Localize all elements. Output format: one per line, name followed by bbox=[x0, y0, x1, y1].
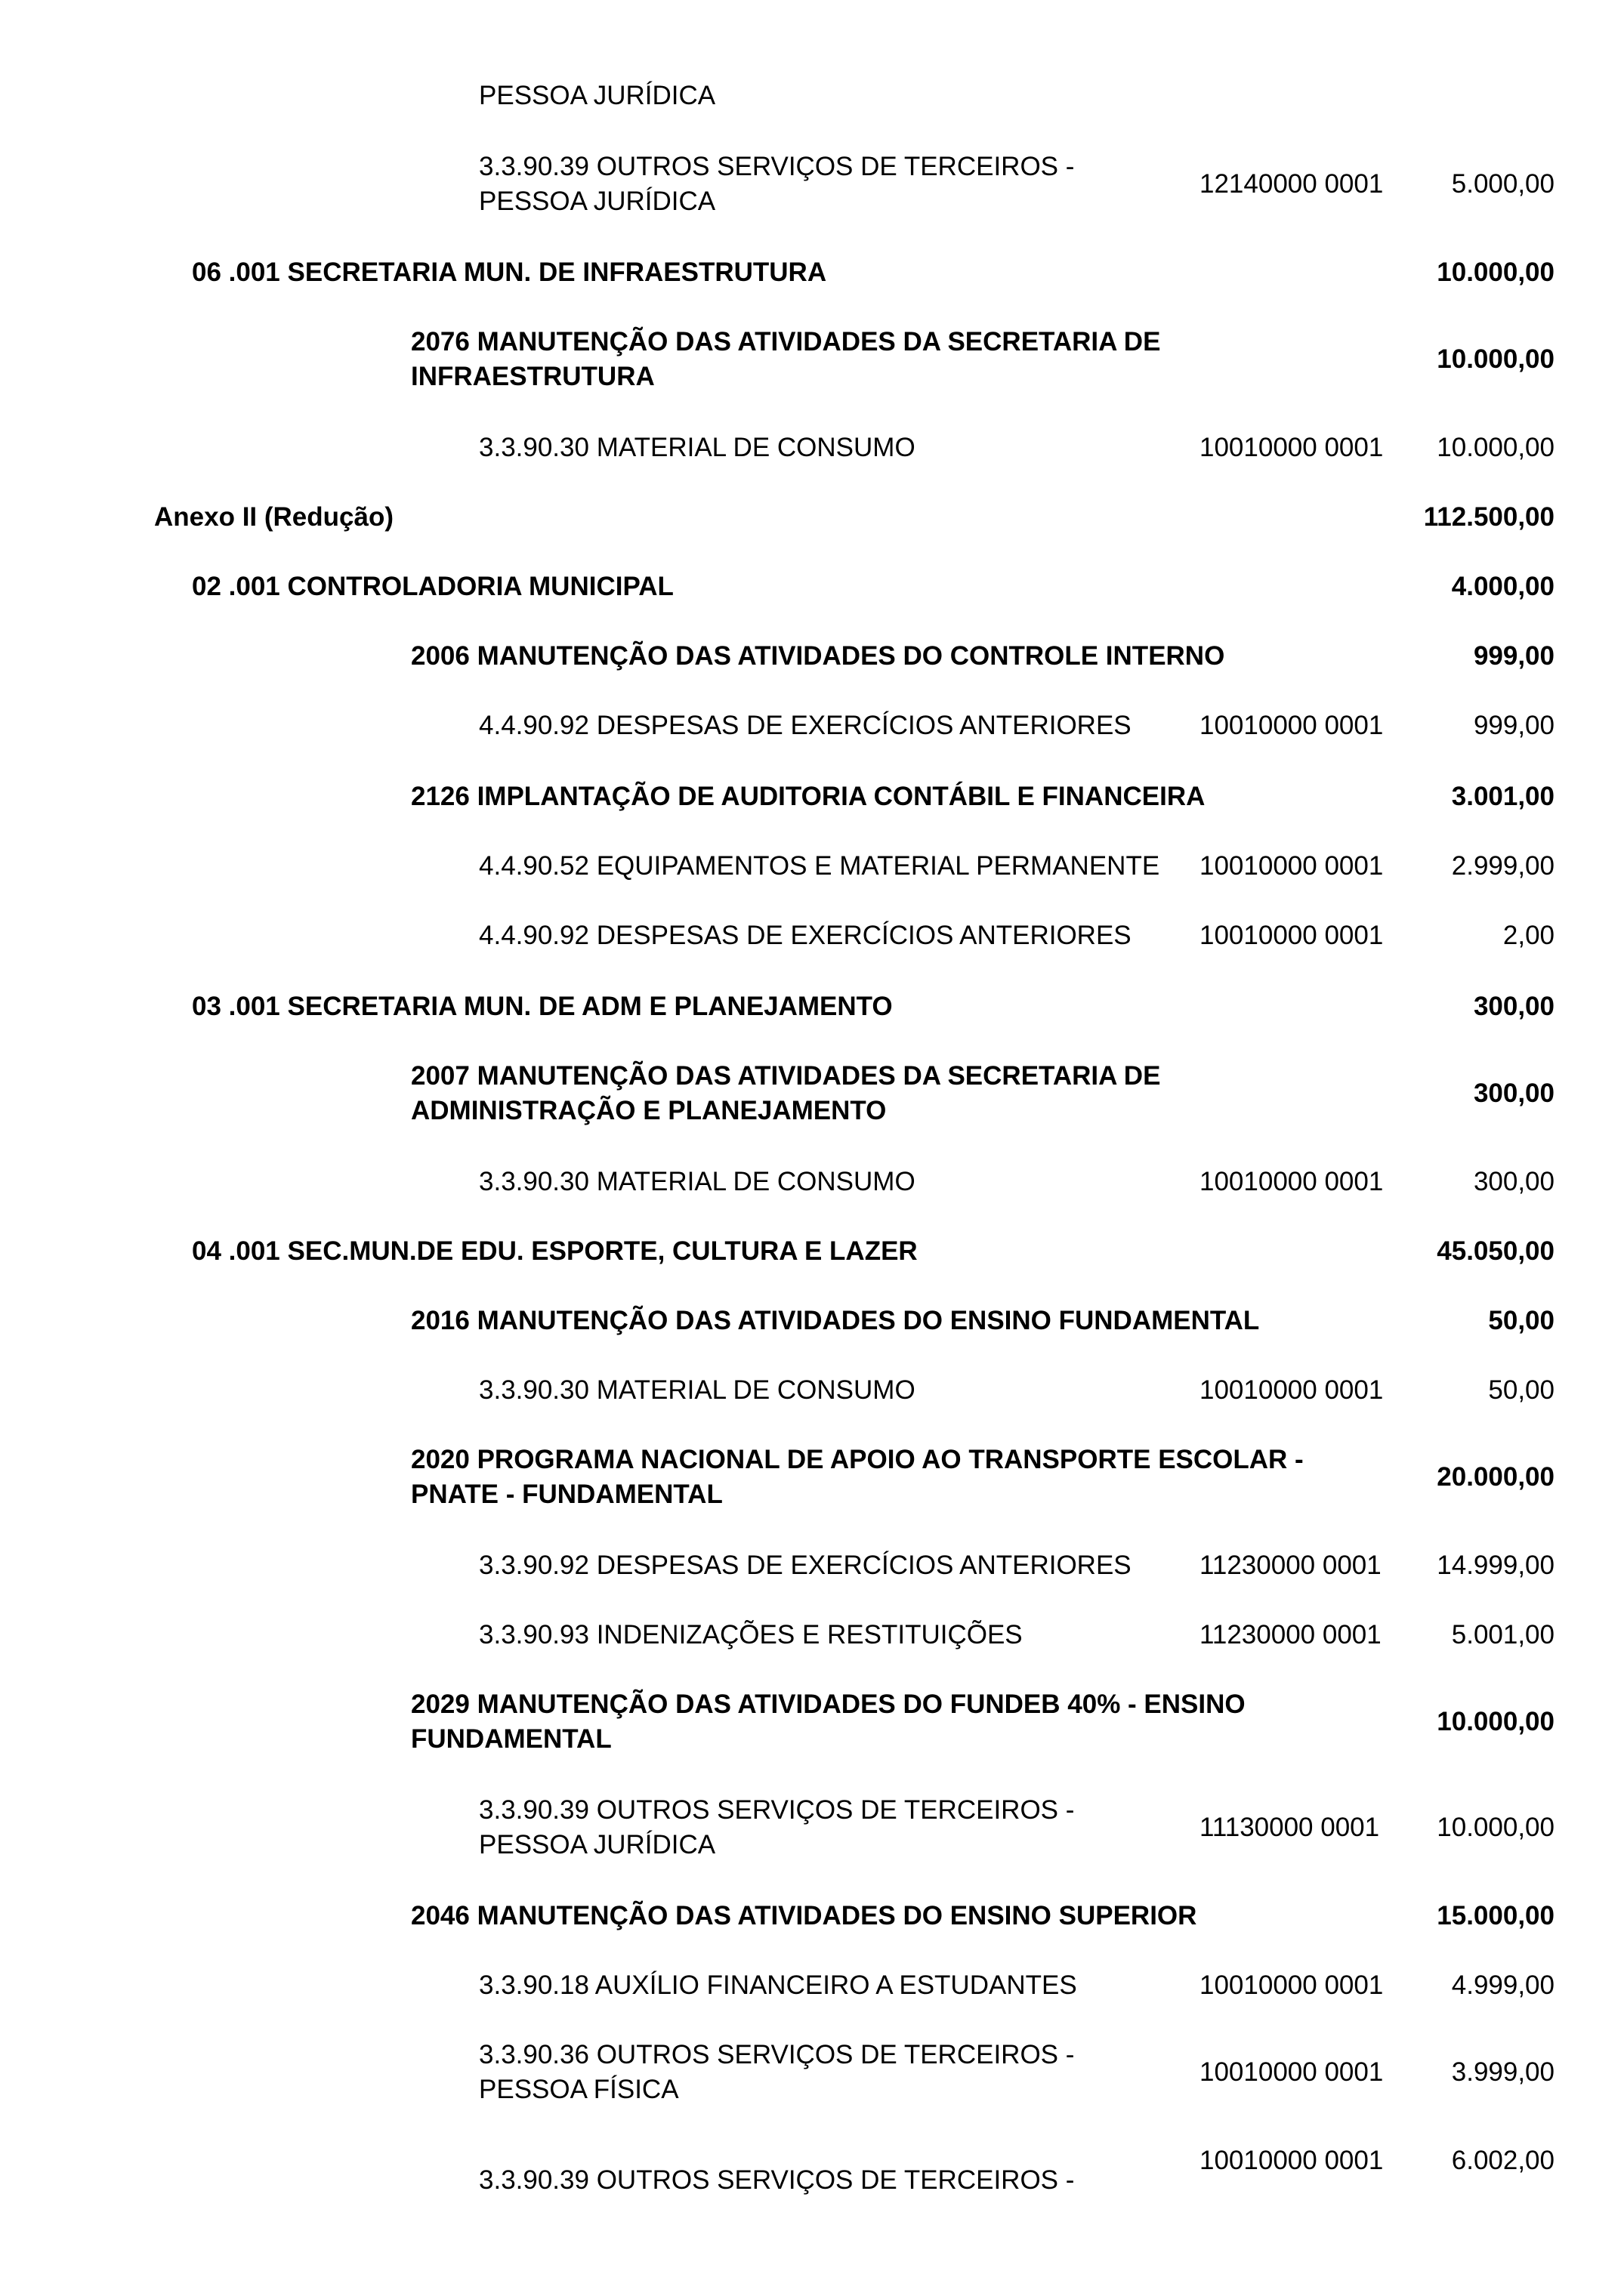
expense-line bbox=[0, 150, 1624, 219]
amount: 10.000,00 bbox=[1437, 344, 1555, 374]
program-title: 2126 IMPLANTAÇÃO DE AUDITORIA CONTÁBIL E FINANCEIRA bbox=[411, 782, 1206, 811]
resource-code: 10010000 0001 bbox=[1199, 1970, 1384, 2000]
amount: 50,00 bbox=[1488, 1375, 1555, 1405]
amount: 999,00 bbox=[1473, 641, 1555, 671]
resource-code: 10010000 0001 bbox=[1199, 921, 1384, 950]
annex-title: Anexo II (Redução) bbox=[154, 502, 394, 532]
department-title: 02 .001 CONTROLADORIA MUNICIPAL bbox=[192, 572, 674, 601]
amount: 10.000,00 bbox=[1437, 1707, 1555, 1736]
expense-description: 4.4.90.92 DESPESAS DE EXERCÍCIOS ANTERIORES bbox=[479, 711, 1132, 740]
resource-code: 10010000 0001 bbox=[1199, 433, 1384, 462]
resource-code: 11130000 0001 bbox=[1199, 1813, 1380, 1842]
resource-code: 11230000 0001 bbox=[1199, 1620, 1382, 1649]
expense-description: PESSOA JURÍDICA bbox=[479, 81, 716, 110]
amount: 112.500,00 bbox=[1423, 502, 1555, 532]
amount: 300,00 bbox=[1473, 992, 1555, 1021]
expense-description: 3.3.90.39 OUTROS SERVIÇOS DE TERCEIROS - PESSOA JURÍDICA bbox=[479, 152, 1075, 216]
amount: 50,00 bbox=[1488, 1306, 1555, 1335]
amount: 10.000,00 bbox=[1437, 1813, 1555, 1842]
department-title: 03 .001 SECRETARIA MUN. DE ADM E PLANEJAMENTO bbox=[192, 992, 893, 1021]
resource-code: 10010000 0001 bbox=[1199, 711, 1384, 740]
expense-line bbox=[0, 2038, 1624, 2107]
program-row bbox=[0, 325, 1624, 394]
expense-description: 3.3.90.30 MATERIAL DE CONSUMO bbox=[479, 1167, 915, 1196]
resource-code: 10010000 0001 bbox=[1199, 1167, 1384, 1196]
program-row bbox=[0, 1059, 1624, 1128]
amount: 45.050,00 bbox=[1437, 1236, 1555, 1266]
amount: 3.999,00 bbox=[1451, 2057, 1555, 2087]
program-row bbox=[0, 1687, 1624, 1757]
resource-code: 12140000 0001 bbox=[1199, 169, 1384, 199]
expense-description: 3.3.90.93 INDENIZAÇÕES E RESTITUIÇÕES bbox=[479, 1620, 1023, 1649]
expense-description: 4.4.90.92 DESPESAS DE EXERCÍCIOS ANTERIORES bbox=[479, 921, 1132, 950]
department-title: 06 .001 SECRETARIA MUN. DE INFRAESTRUTURA bbox=[192, 258, 827, 287]
program-title: 2029 MANUTENÇÃO DAS ATIVIDADES DO FUNDEB 40% - ENSINO FUNDAMENTAL bbox=[411, 1690, 1246, 1754]
amount: 10.000,00 bbox=[1437, 258, 1555, 287]
amount: 6.002,00 bbox=[1451, 2146, 1555, 2175]
expense-description: 3.3.90.39 OUTROS SERVIÇOS DE TERCEIROS - PESSOA JURÍDICA bbox=[479, 1795, 1075, 1859]
amount: 999,00 bbox=[1473, 711, 1555, 740]
resource-code: 10010000 0001 bbox=[1199, 2146, 1384, 2175]
program-title: 2076 MANUTENÇÃO DAS ATIVIDADES DA SECRETARIA DE INFRAESTRUTURA bbox=[411, 327, 1161, 391]
program-title: 2020 PROGRAMA NACIONAL DE APOIO AO TRANSPORTE ESCOLAR - PNATE - FUNDAMENTAL bbox=[411, 1445, 1304, 1509]
department-title: 04 .001 SEC.MUN.DE EDU. ESPORTE, CULTURA E LAZER bbox=[192, 1236, 918, 1266]
amount: 5.001,00 bbox=[1451, 1620, 1555, 1649]
expense-description: 3.3.90.39 OUTROS SERVIÇOS DE TERCEIROS - bbox=[479, 2165, 1075, 2195]
amount: 4.000,00 bbox=[1451, 572, 1555, 601]
program-title: 2016 MANUTENÇÃO DAS ATIVIDADES DO ENSINO FUNDAMENTAL bbox=[411, 1306, 1260, 1335]
resource-code: 10010000 0001 bbox=[1199, 2057, 1384, 2087]
expense-line bbox=[0, 2143, 1624, 2213]
expense-line bbox=[0, 1793, 1624, 1862]
amount: 2,00 bbox=[1502, 921, 1555, 950]
program-row bbox=[0, 1443, 1624, 1512]
program-title: 2006 MANUTENÇÃO DAS ATIVIDADES DO CONTROLE INTERNO bbox=[411, 641, 1225, 671]
resource-code: 11230000 0001 bbox=[1199, 1551, 1382, 1580]
amount: 5.000,00 bbox=[1451, 169, 1555, 199]
amount: 3.001,00 bbox=[1451, 782, 1555, 811]
amount: 15.000,00 bbox=[1437, 1901, 1555, 1930]
resource-code: 10010000 0001 bbox=[1199, 851, 1384, 881]
expense-description: 3.3.90.92 DESPESAS DE EXERCÍCIOS ANTERIORES bbox=[479, 1551, 1132, 1580]
expense-description: 3.3.90.36 OUTROS SERVIÇOS DE TERCEIROS - PESSOA FÍSICA bbox=[479, 2040, 1075, 2104]
resource-code: 10010000 0001 bbox=[1199, 1375, 1384, 1405]
expense-description: 4.4.90.52 EQUIPAMENTOS E MATERIAL PERMANENTE bbox=[479, 851, 1160, 881]
expense-description: 3.3.90.18 AUXÍLIO FINANCEIRO A ESTUDANTES bbox=[479, 1970, 1077, 2000]
amount: 20.000,00 bbox=[1437, 1462, 1555, 1492]
amount: 10.000,00 bbox=[1437, 433, 1555, 462]
amount: 300,00 bbox=[1473, 1079, 1555, 1108]
expense-description: 3.3.90.30 MATERIAL DE CONSUMO bbox=[479, 1375, 915, 1405]
amount: 300,00 bbox=[1473, 1167, 1555, 1196]
program-title: 2046 MANUTENÇÃO DAS ATIVIDADES DO ENSINO SUPERIOR bbox=[411, 1901, 1197, 1930]
amount: 4.999,00 bbox=[1451, 1970, 1555, 2000]
amount: 14.999,00 bbox=[1437, 1551, 1555, 1580]
amount: 2.999,00 bbox=[1451, 851, 1555, 881]
program-title: 2007 MANUTENÇÃO DAS ATIVIDADES DA SECRETARIA DE ADMINISTRAÇÃO E PLANEJAMENTO bbox=[411, 1061, 1161, 1125]
expense-description: 3.3.90.30 MATERIAL DE CONSUMO bbox=[479, 433, 915, 462]
